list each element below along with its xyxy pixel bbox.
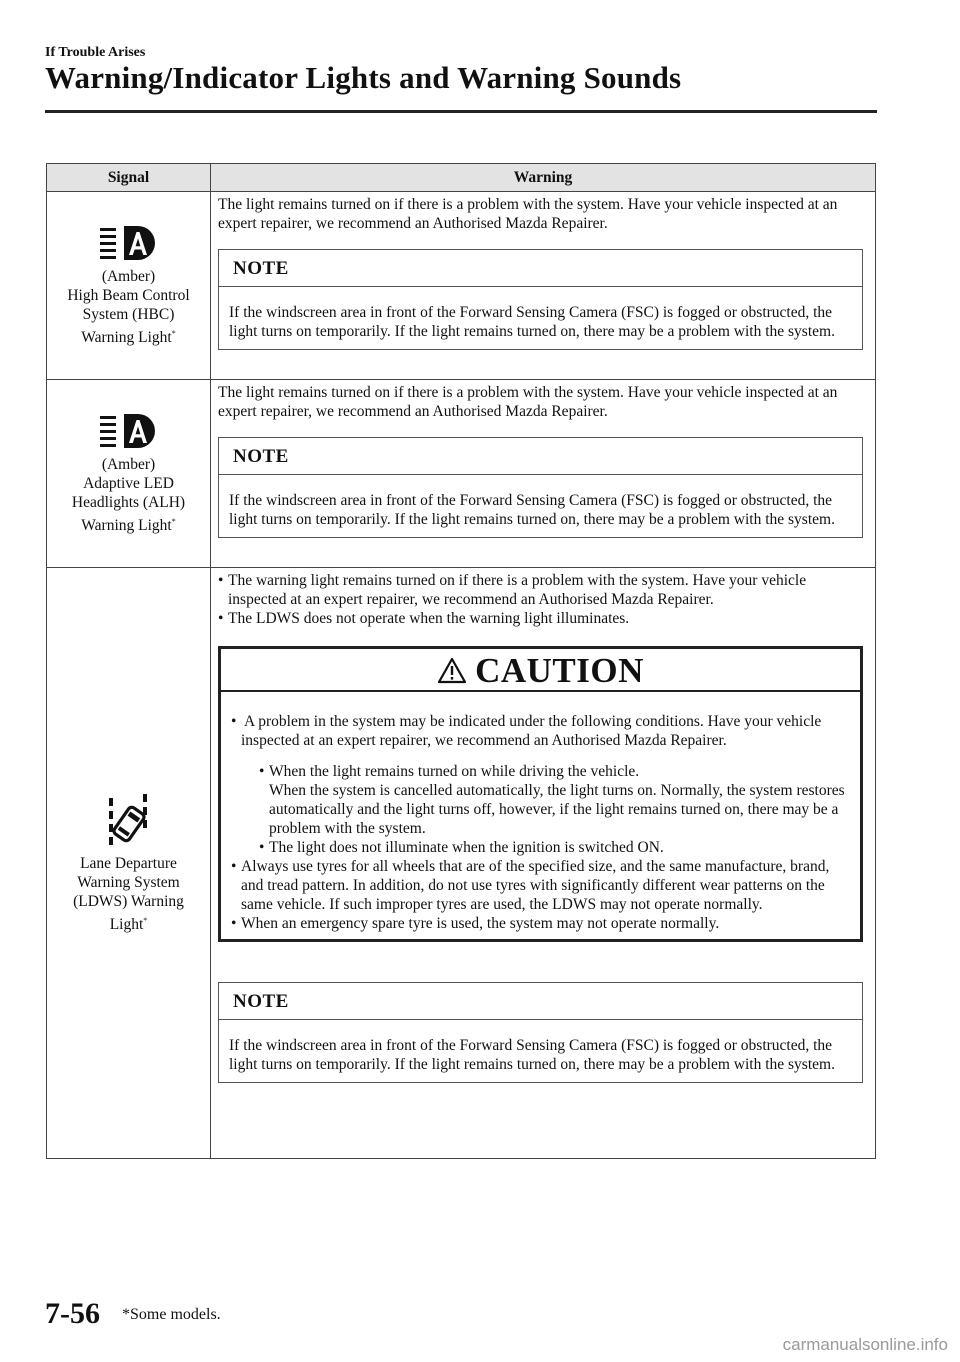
watermark: carmanualsonline.info	[782, 1335, 948, 1354]
signal-name-line: Light*	[109, 915, 148, 934]
warning-text: The light remains turned on if there is a problem with the system. Have your vehicle inspected at an expert repairer, we recommend an Authorised Mazda Repairer.	[218, 384, 838, 420]
column-header-warning: Warning	[211, 164, 876, 192]
note-box	[218, 982, 863, 1083]
caution-title: CAUTION	[475, 651, 644, 690]
signal-name-line: Warning System	[77, 873, 180, 891]
table-header-row	[47, 164, 876, 192]
signal-cell	[47, 192, 211, 380]
lane-departure-icon	[103, 792, 155, 850]
note-box	[218, 249, 863, 350]
column-header-signal: Signal	[47, 164, 211, 192]
note-text: If the windscreen area in front of the Forward Sensing Camera (FSC) is fogged or obstructed, the light turns on temporarily. If the light remains turned on, there may be a problem with the system.	[229, 1037, 835, 1073]
note-box	[218, 437, 863, 538]
warning-text: The light remains turned on if there is a problem with the system. Have your vehicle inspected at an expert repairer, we recommend an Authorised Mazda Repairer.	[218, 196, 838, 232]
table-row	[47, 568, 876, 1159]
signal-name-line: (LDWS) Warning	[73, 892, 184, 910]
signal-color: (Amber)	[101, 456, 156, 474]
page-number: 7-56	[45, 1297, 100, 1330]
caution-sublist	[259, 762, 850, 857]
signal-name-line: Headlights (ALH)	[71, 494, 186, 512]
list-item: • Always use tyres for all wheels that are of the specified size, and the same manufacture, brand, and tread pattern. In addition, do not use tyres with significantly different wear patterns on the same vehicle. If such improper tyres are used, the LDWS may not operate normally.	[231, 857, 850, 914]
signal-color: (Amber)	[101, 268, 156, 286]
caution-header	[221, 649, 860, 692]
signal-name-line: Warning Light*	[81, 517, 176, 535]
list-item: • The warning light remains turned on if there is a problem with the system. Have your vehicle inspected at an expert repairer, we recommend an Authorised Mazda Repairer.	[218, 571, 863, 609]
signal-cell	[47, 568, 211, 1159]
auto-high-beam-icon	[98, 411, 160, 451]
caution-box	[218, 646, 863, 942]
footnote-mark: *	[171, 329, 176, 339]
footnote-mark: *	[143, 915, 148, 925]
warning-cell	[211, 568, 876, 1159]
note-title: NOTE	[219, 438, 862, 475]
note-text: If the windscreen area in front of the Forward Sensing Camera (FSC) is fogged or obstructed, the light turns on temporarily. If the light remains turned on, there may be a problem with the system.	[229, 492, 835, 528]
footnote: *Some models.	[122, 1306, 221, 1323]
warning-cell	[211, 380, 876, 568]
signal-name-line: Warning Light*	[81, 329, 176, 347]
warning-bullets	[218, 571, 863, 628]
list-item: • The LDWS does not operate when the warning light illuminates.	[218, 609, 863, 628]
list-item: • When the light remains turned on while driving the vehicle. When the system is cancelled automatically, the light turns on. Normally, the system restores automatically and the light turns off, however, if the light remains turned on, there may be a problem with the system.	[259, 762, 850, 838]
caution-list	[231, 712, 850, 933]
warning-triangle-icon	[437, 657, 467, 684]
signal-cell	[47, 380, 211, 568]
footnote-mark: *	[171, 517, 176, 527]
auto-high-beam-icon	[98, 223, 160, 263]
caution-body	[221, 692, 860, 939]
warning-table	[46, 163, 876, 1159]
list-item: • A problem in the system may be indicated under the following conditions. Have your vehicle inspected at an expert repairer, we recommend an Authorised Mazda Repairer. • When the light remains turned on while driving the vehicle. When the system is cancelled automatically, the light turns on. Normally, the system restores automatically and the light turns off, however, if the light remains turned on, there may be a problem with the system. • The light does not illuminate when the ignition is switched ON.	[231, 712, 850, 857]
note-text: If the windscreen area in front of the Forward Sensing Camera (FSC) is fogged or obstructed, the light turns on temporarily. If the light remains turned on, there may be a problem with the system.	[229, 304, 835, 340]
table-row	[47, 380, 876, 568]
note-title: NOTE	[219, 250, 862, 287]
signal-name-line: System (HBC)	[82, 306, 175, 324]
warning-cell	[211, 192, 876, 380]
list-item: • The light does not illuminate when the ignition is switched ON.	[259, 838, 850, 857]
page-title: Warning/Indicator Lights and Warning Sounds	[45, 60, 682, 95]
table-row	[47, 192, 876, 380]
list-item: • When an emergency spare tyre is used, the system may not operate normally.	[231, 914, 850, 933]
signal-name-line: Adaptive LED	[83, 475, 174, 493]
section-label: If Trouble Arises	[45, 45, 146, 60]
signal-name-line: Lane Departure	[80, 854, 177, 872]
note-title: NOTE	[219, 983, 862, 1020]
signal-name-line: High Beam Control	[67, 287, 190, 305]
title-rule	[45, 110, 877, 113]
